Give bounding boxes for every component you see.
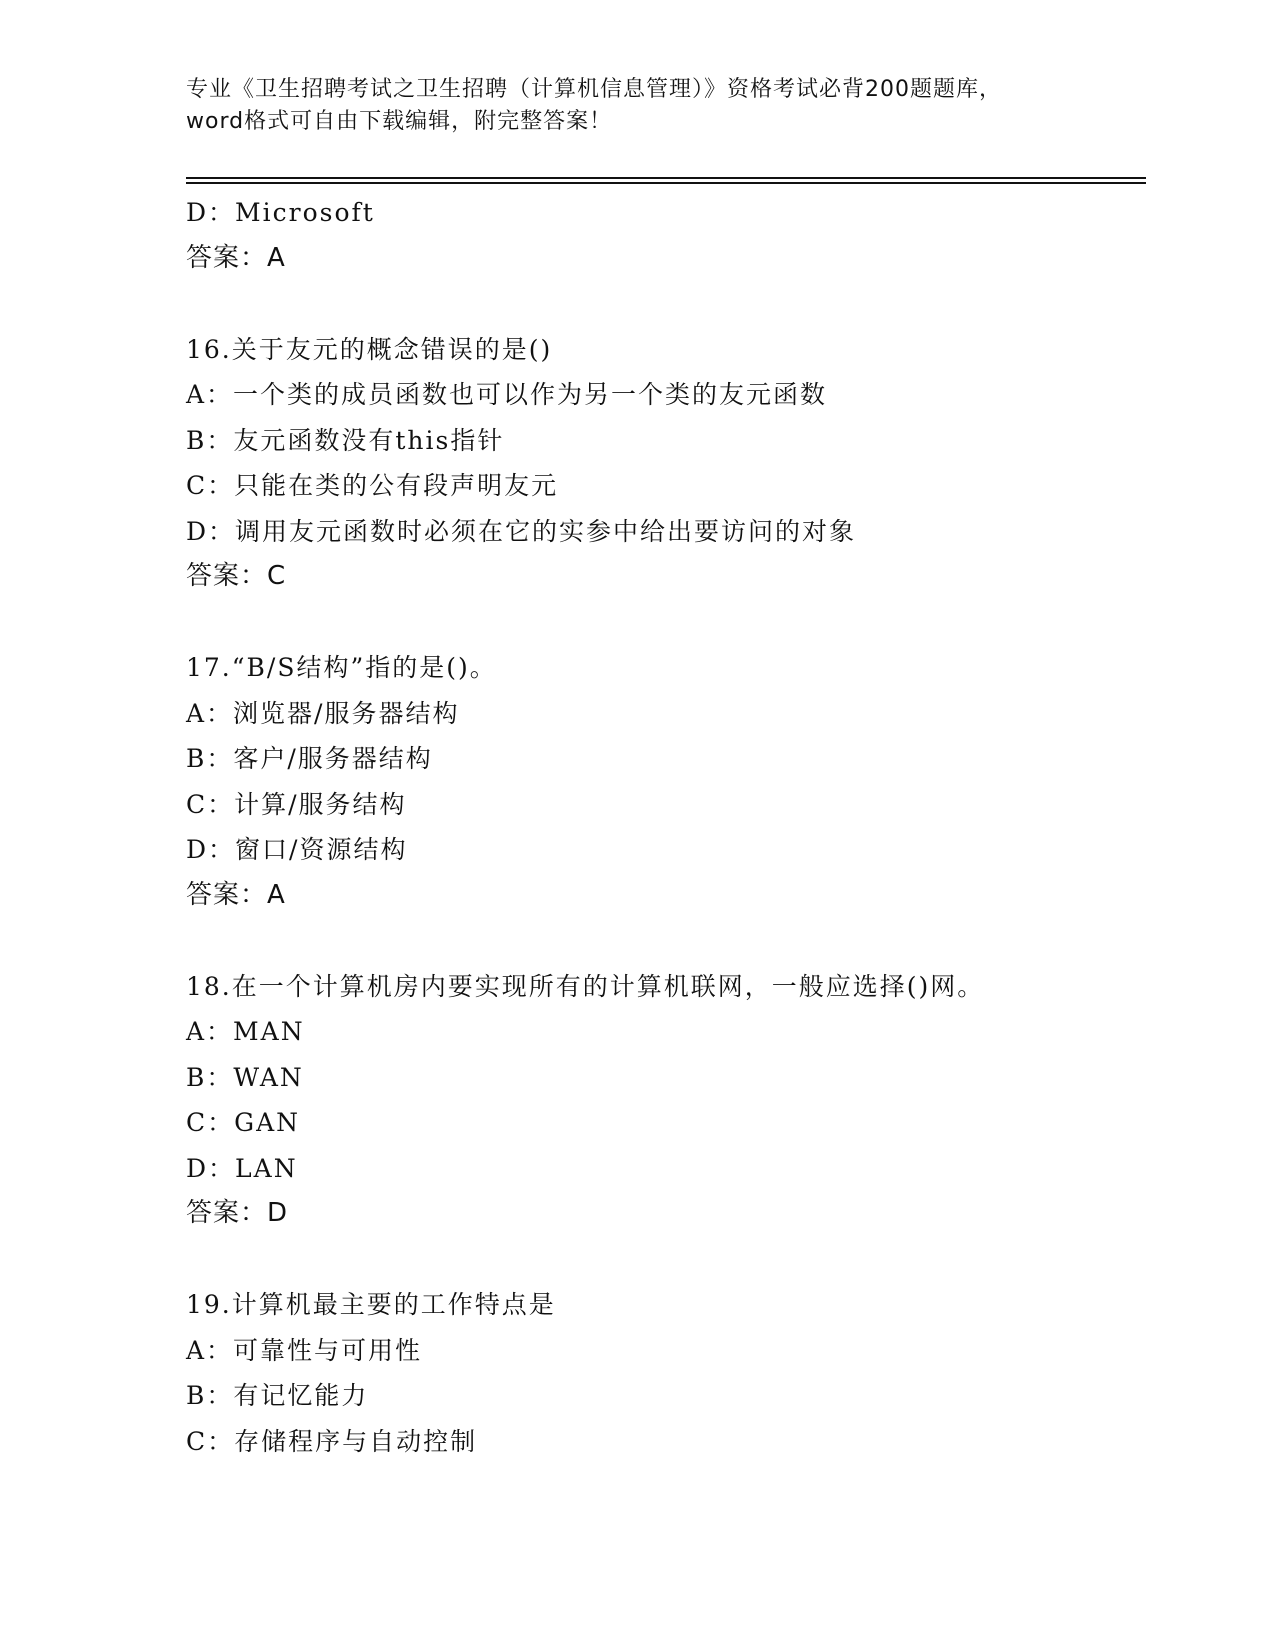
question-17-option-b: B：客户/服务器结构	[186, 744, 433, 773]
question-18-option-d: D：LAN	[186, 1153, 298, 1183]
question-19-option-b: B：有记忆能力	[186, 1381, 369, 1410]
question-16-answer: 答案：C	[186, 561, 287, 591]
question-list	[186, 190, 1146, 1464]
question-18-answer: 答案：D	[186, 1198, 289, 1228]
header-rule-bottom	[186, 182, 1146, 184]
header-line-1: 专业《卫生招聘考试之卫生招聘（计算机信息管理）》资格考试必背200题题库，	[186, 77, 1002, 102]
header-line-2: word格式可自由下载编辑，附完整答案！	[186, 109, 613, 134]
question-18-option-c: C：GAN	[186, 1108, 301, 1137]
question-19-option-c: C：存储程序与自动控制	[186, 1426, 478, 1456]
question-17-answer: 答案：A	[186, 879, 286, 910]
question-17-option-c: C：计算/服务结构	[186, 789, 407, 819]
question-15-option-d: D：Microsoft	[186, 198, 375, 227]
question-17-option-a: A：浏览器/服务器结构	[186, 698, 460, 728]
question-19-option-a: A：可靠性与可用性	[186, 1335, 423, 1365]
question-15-answer: 答案：A	[186, 242, 286, 273]
question-19-stem: 19.计算机最主要的工作特点是	[186, 1290, 556, 1319]
question-16-option-d: D：调用友元函数时必须在它的实参中给出要访问的对象	[186, 516, 857, 546]
question-18-stem: 18.在一个计算机房内要实现所有的计算机联网，一般应选择()网。	[186, 971, 985, 1001]
document-header	[186, 74, 1086, 138]
question-16-option-c: C：只能在类的公有段声明友元	[186, 471, 559, 500]
question-17-option-d: D：窗口/资源结构	[186, 835, 408, 864]
question-18-option-a: A：MAN	[186, 1017, 305, 1046]
header-rule-top	[186, 177, 1146, 179]
question-16-stem: 16.关于友元的概念错误的是()	[186, 334, 553, 364]
question-18-option-b: B：WAN	[186, 1062, 304, 1092]
question-16-option-b: B：友元函数没有this指针	[186, 425, 505, 455]
question-16-option-a: A：一个类的成员函数也可以作为另一个类的友元函数	[186, 380, 828, 409]
question-17-stem: 17.“B/S结构”指的是()。	[186, 653, 497, 682]
